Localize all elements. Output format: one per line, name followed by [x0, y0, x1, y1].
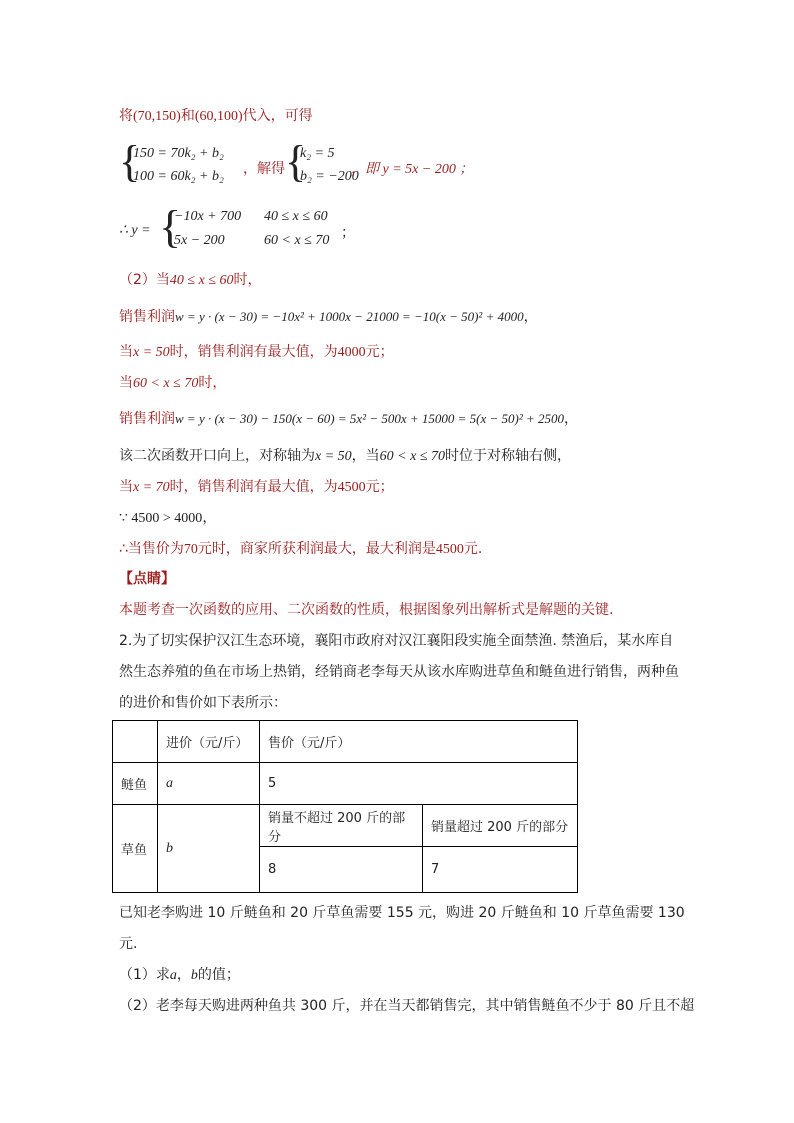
- sub-question-2: （2）老李每天购进两种鱼共 300 斤，并在当天都销售完，其中销售鲢鱼不少于 80 斤且不超: [119, 998, 695, 1014]
- grass-carp-price-under-200: 8: [260, 847, 423, 893]
- known-line-1: 已知老李购进 10 斤鲢鱼和 20 斤草鱼需要 155 元，购进 20 斤鲢鱼和 10 斤草鱼需要 130: [119, 905, 685, 921]
- left-brace: {: [119, 137, 141, 186]
- conclusion: ∴当售价为70元时，商家所获利润最大，最大利润是4500元.: [119, 541, 483, 557]
- piecewise-function: ∴ y = { −10x + 700 40 ≤ x ≤ 60 5x − 200 60 < x ≤ 70 ；: [119, 201, 355, 252]
- problem-2-line-2: 然生态养殖的鱼在市场上热销，经销商老李每天从该水库购进草鱼和鲢鱼进行销售，两种鱼: [119, 664, 679, 680]
- case-2-condition: 当60 < x ≤ 70时，: [119, 375, 227, 391]
- profit-formula-1: 销售利润w = y · (x − 30) = −10x² + 1000x − 21000 = −10(x − 50)² + 4000，: [119, 309, 538, 325]
- piecewise-brace: {: [159, 201, 182, 252]
- equation-system: { 150 = 70k₂ + b₂ 100 = 60k₂ + b₂ ，解得 { k₂ = 5 b₂ = −200 ，即 y = 5x − 200 ；: [119, 137, 474, 186]
- sub-question-1: （1）求a，b的值；: [119, 967, 240, 983]
- right-system-brace: {: [285, 137, 307, 186]
- problem-2-line-3: 的进价和售价如下表所示：: [119, 695, 287, 711]
- axis-of-symmetry: 该二次函数开口向上，对称轴为x = 50，当60 < x ≤ 70时位于对称轴右侧，: [119, 448, 572, 464]
- known-line-2: 元.: [119, 936, 138, 952]
- silver-carp-purchase-price: a: [158, 763, 260, 805]
- max-profit-1: 当x = 50时，销售利润有最大值，为4000元；: [119, 344, 394, 360]
- dianjing-text: 本题考查一次函数的应用、二次函数的性质，根据图象列出解析式是解题的关键.: [119, 602, 614, 618]
- grass-carp-purchase-price: b: [158, 805, 260, 893]
- header-sale-price: 售价（元/斤）: [260, 721, 578, 763]
- part-2-condition: （2）当40 ≤ x ≤ 60时，: [119, 272, 262, 288]
- max-profit-2: 当x = 70时，销售利润有最大值，为4500元；: [119, 479, 394, 495]
- problem-2-line-1: 2.为了切实保护汉江生态环境，襄阳市政府对汉江襄阳段实施全面禁渔. 禁渔后，某水库自: [119, 633, 674, 649]
- table-corner-cell: [113, 721, 158, 763]
- subheader-over-200: 销量超过 200 斤的部分: [423, 805, 578, 847]
- subheader-under-200: 销量不超过 200 斤的部分: [260, 805, 423, 847]
- dianjing-heading: 【点睛】: [119, 571, 175, 587]
- comparison: ∵ 4500 > 4000，: [119, 510, 217, 526]
- row-silver-carp-name: 鲢鱼: [113, 763, 158, 805]
- line-substitute: 将(70,150)和(60,100)代入，可得: [119, 108, 313, 124]
- grass-carp-price-over-200: 7: [423, 847, 578, 893]
- header-purchase-price: 进价（元/斤）: [158, 721, 260, 763]
- row-grass-carp-name: 草鱼: [113, 805, 158, 893]
- silver-carp-sale-price: 5: [260, 763, 578, 805]
- price-table: [112, 720, 578, 893]
- profit-formula-2: 销售利润w = y · (x − 30) − 150(x − 60) = 5x² − 500x + 15000 = 5(x − 50)² + 2500，: [119, 411, 579, 427]
